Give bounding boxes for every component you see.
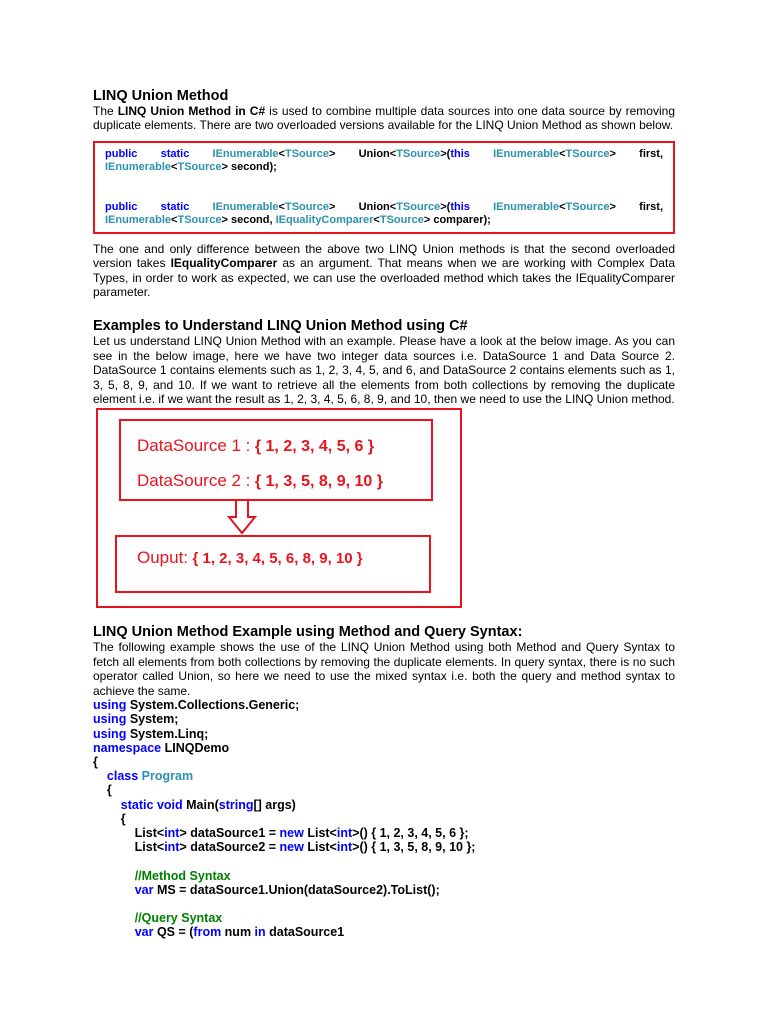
code-token bbox=[93, 798, 121, 812]
code-token: > Union< bbox=[329, 200, 397, 213]
code-token: List< bbox=[93, 840, 165, 855]
code-token: static bbox=[137, 147, 213, 160]
code-token: IEnumerable bbox=[105, 214, 172, 227]
code-token bbox=[93, 883, 135, 897]
code-token: using bbox=[93, 698, 127, 713]
code-token: num bbox=[221, 925, 255, 940]
examples-paragraph: Let us understand LINQ Union Method with an example. Please have a look at the below image. As you can see in the below image, here we have two integer data sources i.e. DataSource 1 and Data Source 2. DataSource 1 contains elements such as 1, 2, 3, 4, 5, and 6, and DataSource 2 contains elements such as 1, 3, 5, 8, 9, and 10. If we want to retrieve all the elements from both collections by removing the duplicate element i.e. if we want the result as 1, 2, 3, 4, 5, 6, 8, 9, and 10, then we need to use the LINQ Union method. bbox=[93, 334, 675, 407]
code-token: TSource bbox=[177, 161, 222, 174]
code-token: QS = ( bbox=[153, 925, 194, 940]
code-token: int bbox=[336, 840, 353, 855]
signature-2-line-1 bbox=[105, 201, 663, 215]
code-line bbox=[93, 869, 675, 883]
code-token: IEqualityComparer bbox=[275, 214, 374, 227]
difference-text-pre: The one and only difference between the above two LINQ Union methods is that the second overloaded version takes bbox=[93, 241, 675, 271]
code-line bbox=[93, 826, 675, 840]
code-token: TSource bbox=[284, 200, 329, 213]
code-token: using bbox=[93, 712, 127, 727]
code-token: IEnumerable bbox=[212, 200, 279, 213]
code-token bbox=[93, 869, 135, 883]
intro-text-pre: The bbox=[93, 104, 118, 118]
code-token: class bbox=[106, 769, 139, 784]
code-line bbox=[93, 727, 675, 741]
code-token: < bbox=[278, 200, 285, 213]
difference-paragraph bbox=[93, 242, 675, 300]
code-token: TSource bbox=[379, 214, 424, 227]
code-token: Program bbox=[141, 769, 194, 784]
code-token: int bbox=[336, 825, 353, 840]
code-line bbox=[93, 883, 675, 897]
code-token: System.Linq; bbox=[126, 726, 209, 741]
code-token: > dataSource1 = bbox=[179, 825, 280, 840]
code-token: void bbox=[156, 797, 183, 812]
datasource-2-values: { 1, 3, 5, 8, 9, 10 } bbox=[254, 473, 383, 491]
code-token: >() { 1, 2, 3, 4, 5, 6 }; bbox=[352, 825, 469, 840]
document-page bbox=[93, 88, 675, 940]
signature-1-line-1 bbox=[105, 148, 663, 162]
code-token bbox=[93, 911, 135, 925]
code-token: List< bbox=[93, 825, 165, 840]
union-diagram bbox=[96, 408, 462, 608]
datasource-2-line bbox=[137, 471, 383, 491]
code-token: Main( bbox=[182, 797, 219, 812]
datasource-2-label: DataSource 2 : bbox=[137, 471, 251, 491]
code-token: int bbox=[164, 840, 180, 855]
code-token bbox=[93, 925, 135, 939]
code-line bbox=[93, 911, 675, 925]
code-token: System; bbox=[126, 712, 179, 727]
code-token: > dataSource2 = bbox=[179, 840, 280, 855]
code-token: [] args) bbox=[253, 797, 296, 812]
code-token: dataSource1 bbox=[265, 925, 345, 940]
code-token: new bbox=[279, 840, 304, 855]
signature-2-line-2 bbox=[105, 214, 663, 228]
code-token: namespace bbox=[93, 740, 162, 755]
signature-box bbox=[93, 141, 675, 234]
code-line bbox=[93, 840, 675, 854]
code-token: static bbox=[137, 200, 213, 213]
code-token bbox=[93, 769, 107, 783]
code-token: new bbox=[279, 825, 304, 840]
output-label: Ouput: bbox=[137, 548, 189, 568]
code-line bbox=[93, 712, 675, 726]
difference-text-post: as an argument. That means when we are working with Complex Data Types, in order to work as expected, we can use the overloaded method which takes the IEqualityComparer parameter. bbox=[93, 256, 675, 300]
code-token: public bbox=[105, 147, 138, 160]
code-line bbox=[93, 698, 675, 712]
code-line bbox=[93, 897, 675, 911]
code-line bbox=[93, 769, 675, 783]
code-token: { bbox=[93, 811, 126, 826]
code-token: in bbox=[254, 925, 266, 940]
code-token: //Method Syntax bbox=[134, 868, 231, 883]
code-token: < bbox=[171, 214, 178, 227]
code-token: > first, bbox=[609, 147, 663, 160]
code-token: >() { 1, 3, 5, 8, 9, 10 }; bbox=[352, 840, 476, 855]
code-token: MS = dataSource1.Union(dataSource2).ToList(); bbox=[153, 882, 440, 897]
code-token: < bbox=[373, 214, 380, 227]
output-values: { 1, 2, 3, 4, 5, 6, 8, 9, 10 } bbox=[192, 550, 363, 568]
code-line bbox=[93, 798, 675, 812]
code-token: System.Collections.Generic; bbox=[126, 698, 300, 713]
code-token: this bbox=[450, 147, 470, 160]
signature-1-line-2 bbox=[105, 161, 663, 175]
intro-text-bold: LINQ Union Method in C# bbox=[117, 104, 266, 118]
code-token: List< bbox=[303, 840, 337, 855]
code-token: TSource bbox=[177, 214, 222, 227]
code-token: TSource bbox=[396, 200, 441, 213]
intro-text-post: is used to combine multiple data sources into one data source by removing duplicate elements. There are two overloaded versions available for the LINQ Union Method as shown below. bbox=[93, 104, 675, 133]
code-token: IEnumerable bbox=[469, 200, 560, 213]
code-line bbox=[93, 741, 675, 755]
code-token: static bbox=[120, 797, 154, 812]
code-token: IEnumerable bbox=[105, 161, 172, 174]
code-token: { bbox=[93, 754, 98, 769]
code-token: >( bbox=[440, 200, 451, 213]
code-token: string bbox=[218, 797, 254, 812]
section-heading-method-query: LINQ Union Method Example using Method and Query Syntax: bbox=[93, 624, 523, 641]
code-line bbox=[93, 783, 675, 797]
code-token: > second, bbox=[221, 214, 276, 227]
code-line bbox=[93, 925, 675, 939]
code-line bbox=[93, 854, 675, 868]
code-token: using bbox=[93, 726, 127, 741]
code-token: IEnumerable bbox=[212, 147, 279, 160]
code-token: TSource bbox=[565, 147, 610, 160]
datasource-1-label: DataSource 1 : bbox=[137, 436, 251, 456]
section-heading-union-method: LINQ Union Method bbox=[93, 88, 229, 104]
method-query-paragraph: The following example shows the use of the LINQ Union Method using both Method and Query Syntax to fetch all elements from both collections by removing the duplicate elements. In query syntax, there is no such operator called Union, so here we need to use the mixed syntax i.e. both the query and method syntax to achieve the same. bbox=[93, 640, 675, 698]
code-token: var bbox=[134, 882, 154, 897]
signature-spacer bbox=[105, 175, 663, 201]
code-token: { bbox=[93, 783, 112, 798]
code-line bbox=[93, 812, 675, 826]
code-token: List< bbox=[303, 825, 337, 840]
output-line bbox=[137, 548, 363, 568]
code-listing bbox=[93, 698, 675, 939]
code-token: LINQDemo bbox=[161, 740, 230, 755]
code-token: public bbox=[105, 200, 138, 213]
difference-text-bold: IEqualityComparer bbox=[170, 256, 278, 271]
code-token: > Union< bbox=[329, 147, 397, 160]
code-line bbox=[93, 755, 675, 769]
code-token: TSource bbox=[396, 147, 441, 160]
intro-paragraph bbox=[93, 104, 675, 133]
code-token: < bbox=[559, 147, 566, 160]
datasource-1-values: { 1, 2, 3, 4, 5, 6 } bbox=[254, 438, 375, 456]
section-heading-examples: Examples to Understand LINQ Union Method using C# bbox=[93, 318, 468, 335]
code-token: int bbox=[164, 825, 180, 840]
code-token: >( bbox=[440, 147, 451, 160]
datasource-1-line bbox=[137, 436, 374, 456]
code-token: from bbox=[193, 925, 222, 940]
code-token: > comparer); bbox=[423, 214, 491, 227]
code-token: > second); bbox=[221, 161, 277, 174]
code-token: < bbox=[559, 200, 566, 213]
code-token: < bbox=[278, 147, 285, 160]
code-token: TSource bbox=[565, 200, 610, 213]
code-token: > first, bbox=[609, 200, 663, 213]
code-token: this bbox=[450, 200, 470, 213]
code-token: TSource bbox=[284, 147, 329, 160]
code-token: //Query Syntax bbox=[134, 911, 223, 926]
code-token: IEnumerable bbox=[469, 147, 560, 160]
down-arrow-icon bbox=[227, 499, 257, 535]
code-token: var bbox=[134, 925, 154, 940]
code-token: < bbox=[171, 161, 178, 174]
